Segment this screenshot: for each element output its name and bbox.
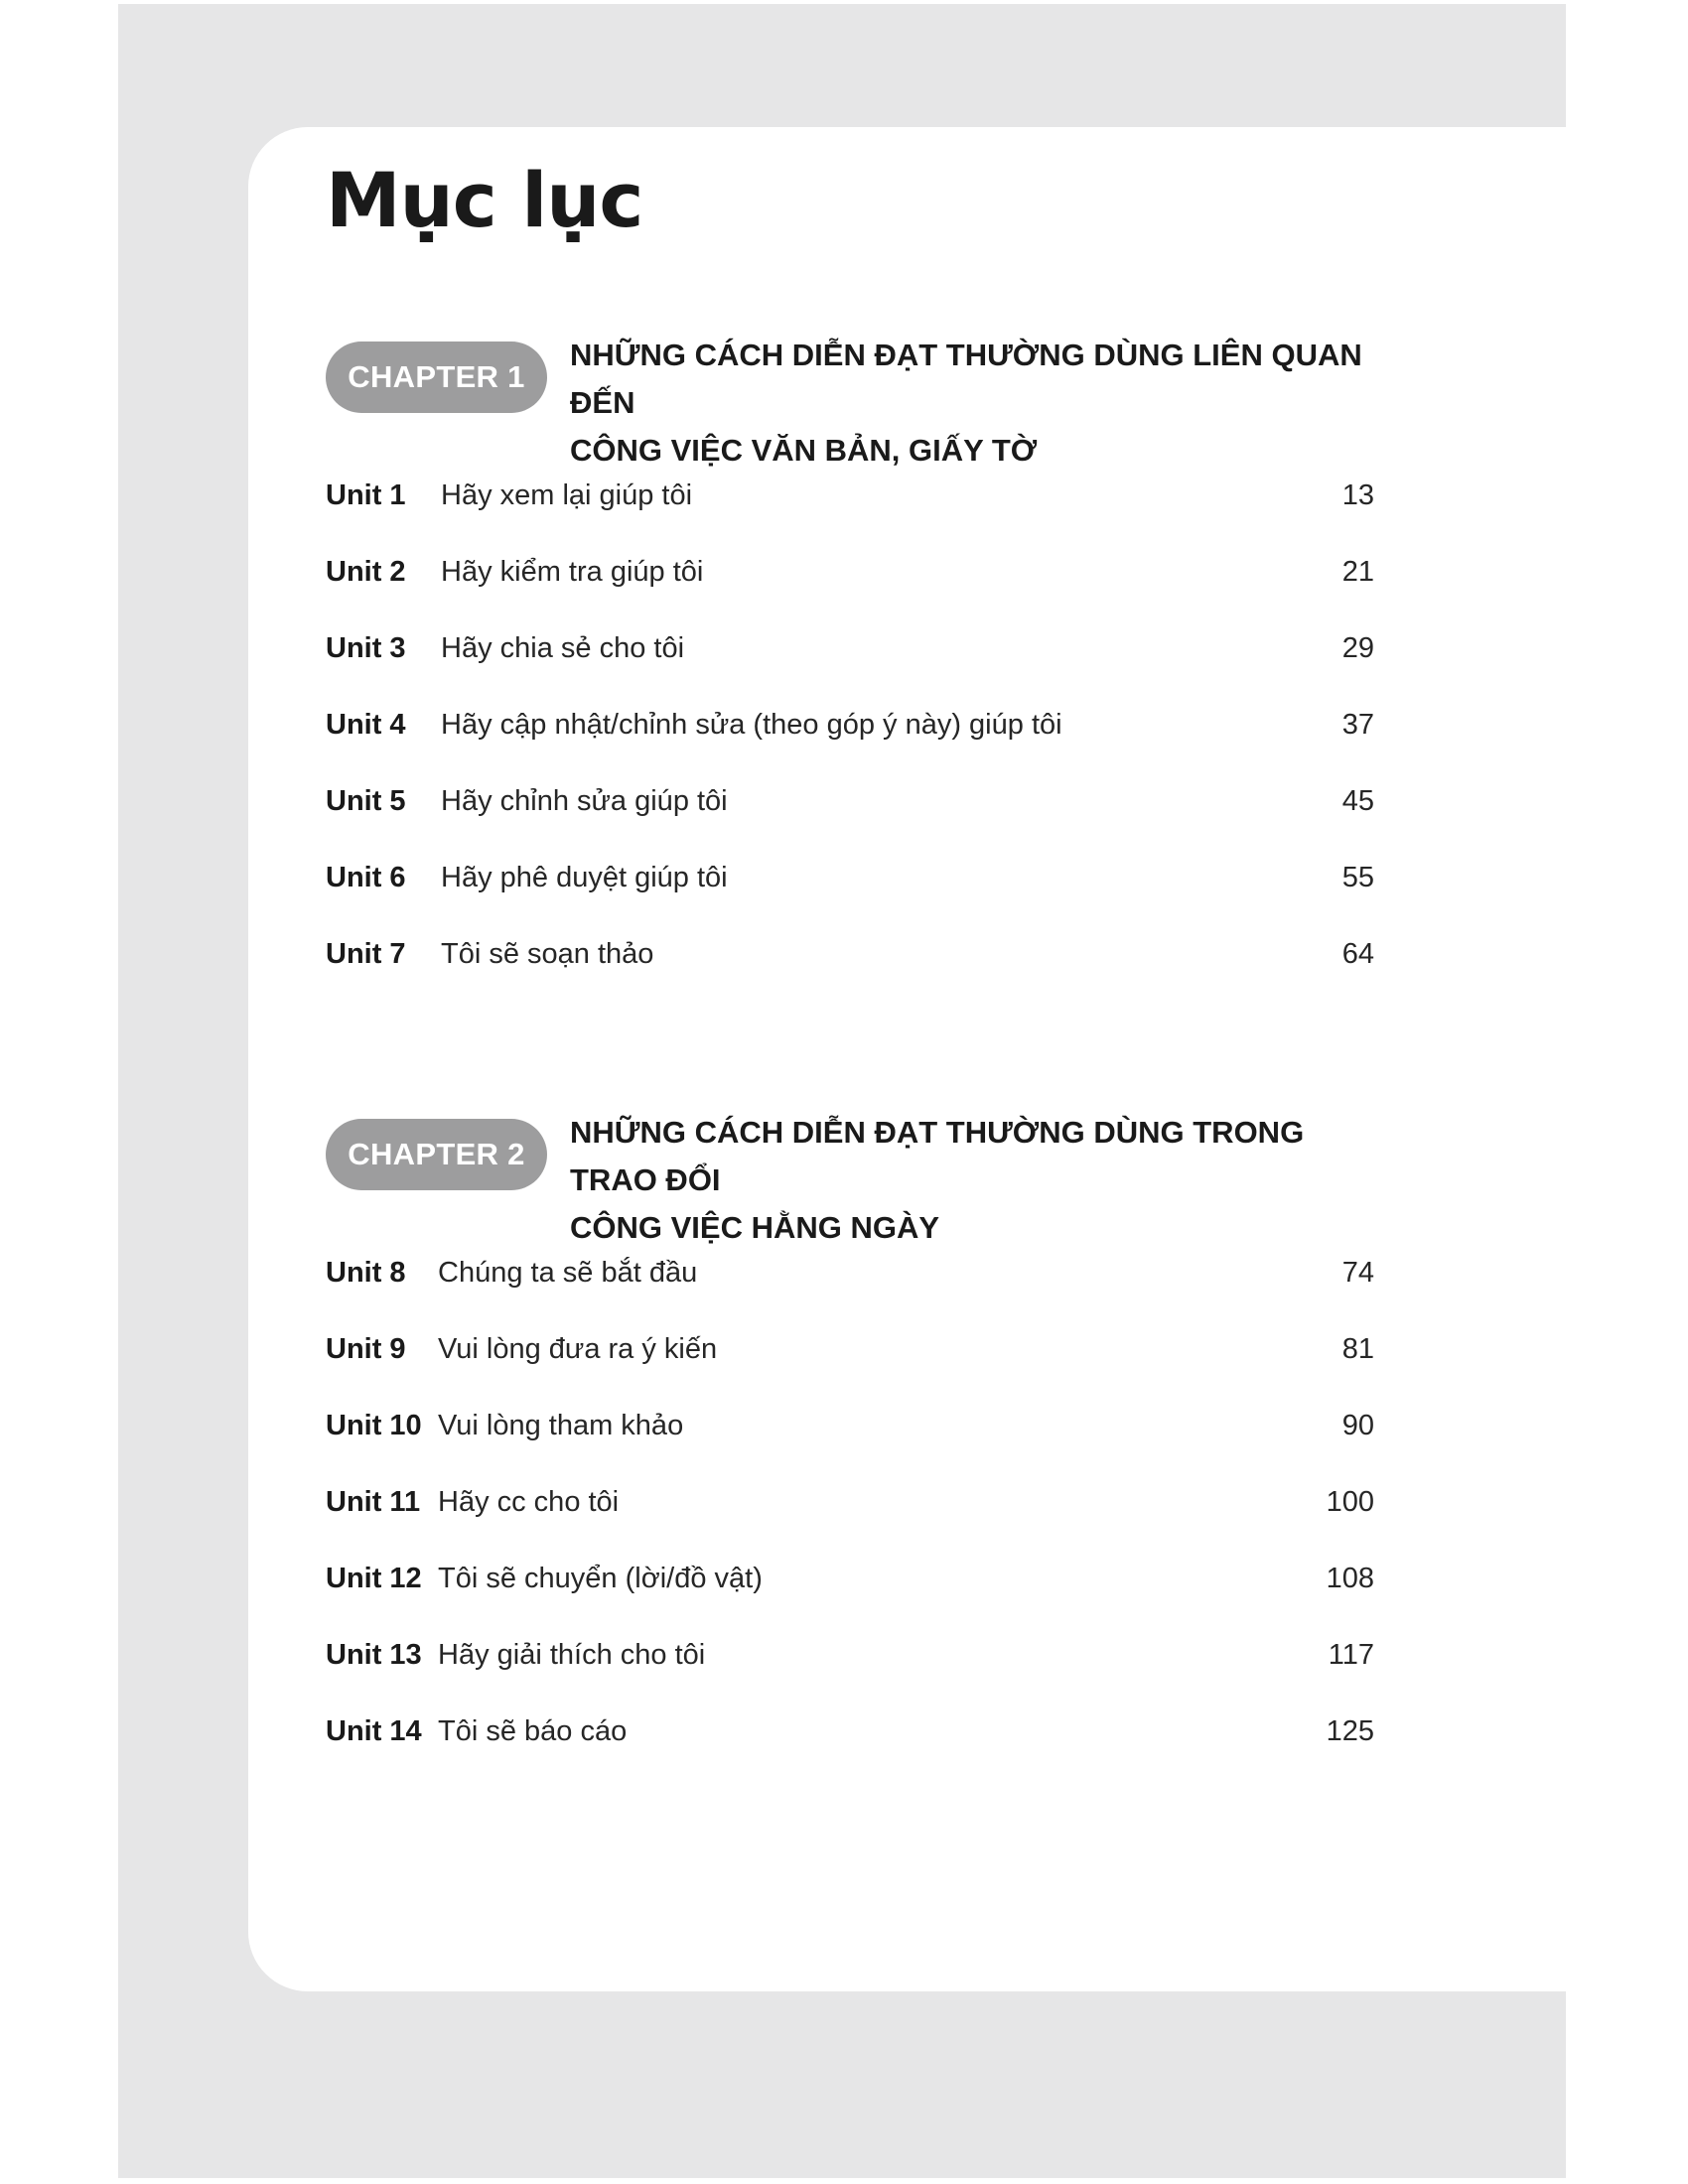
chapter-badge: CHAPTER 2 bbox=[326, 1119, 547, 1190]
unit-label: Unit 12 bbox=[326, 1563, 422, 1594]
unit-label: Unit 6 bbox=[326, 862, 406, 893]
toc-row[interactable] bbox=[326, 763, 1374, 840]
unit-title: Hãy phê duyệt giúp tôi bbox=[441, 862, 728, 893]
page-number: 29 bbox=[1341, 632, 1374, 664]
toc-row[interactable] bbox=[326, 611, 1374, 687]
unit-title: Hãy giải thích cho tôi bbox=[438, 1639, 706, 1671]
unit-label: Unit 2 bbox=[326, 556, 406, 588]
chapter-title-line-1: NHỮNG CÁCH DIỄN ĐẠT THƯỜNG DÙNG LIÊN QUAN ĐẾN bbox=[570, 338, 1362, 420]
toc-row[interactable] bbox=[326, 1541, 1374, 1617]
page-number: 45 bbox=[1341, 785, 1374, 817]
chapter-title bbox=[570, 1109, 1384, 1252]
unit-title: Tôi sẽ chuyển (lời/đồ vật) bbox=[438, 1563, 763, 1594]
unit-title: Chúng ta sẽ bắt đầu bbox=[438, 1257, 698, 1289]
chapter-title-line-1: NHỮNG CÁCH DIỄN ĐẠT THƯỜNG DÙNG TRONG TRAO ĐỔI bbox=[570, 1115, 1305, 1197]
page-number: 37 bbox=[1341, 709, 1374, 741]
unit-label: Unit 10 bbox=[326, 1410, 422, 1441]
unit-title: Hãy kiểm tra giúp tôi bbox=[441, 556, 704, 588]
unit-label: Unit 1 bbox=[326, 479, 406, 511]
page-number: 125 bbox=[1326, 1715, 1374, 1747]
chapter-1-unit-list bbox=[326, 458, 1374, 993]
unit-title: Hãy cập nhật/chỉnh sửa (theo góp ý này) giúp tôi bbox=[441, 709, 1062, 741]
toc-row[interactable] bbox=[326, 1694, 1374, 1770]
page-number: 81 bbox=[1341, 1333, 1374, 1365]
unit-label: Unit 7 bbox=[326, 938, 406, 970]
toc-row[interactable] bbox=[326, 534, 1374, 611]
page-number: 117 bbox=[1328, 1639, 1374, 1671]
chapter-2-unit-list bbox=[326, 1235, 1374, 1770]
page-number: 100 bbox=[1326, 1486, 1374, 1518]
page-number: 64 bbox=[1341, 938, 1374, 970]
unit-label: Unit 3 bbox=[326, 632, 406, 664]
unit-title: Hãy chia sẻ cho tôi bbox=[441, 632, 685, 664]
unit-title: Vui lòng tham khảo bbox=[438, 1410, 684, 1441]
unit-title: Hãy cc cho tôi bbox=[438, 1486, 620, 1518]
toc-row[interactable] bbox=[326, 840, 1374, 916]
chapter-title-line-2: CÔNG VIỆC VĂN BẢN, GIẤY TỜ bbox=[570, 433, 1038, 468]
page-number: 13 bbox=[1341, 479, 1374, 511]
toc-row[interactable] bbox=[326, 1464, 1374, 1541]
chapter-badge: CHAPTER 1 bbox=[326, 341, 547, 413]
unit-label: Unit 8 bbox=[326, 1257, 406, 1289]
toc-row[interactable] bbox=[326, 1388, 1374, 1464]
toc-row[interactable] bbox=[326, 458, 1374, 534]
page-number: 55 bbox=[1341, 862, 1374, 893]
unit-label: Unit 9 bbox=[326, 1333, 406, 1365]
unit-label: Unit 14 bbox=[326, 1715, 422, 1747]
unit-title: Hãy xem lại giúp tôi bbox=[441, 479, 693, 511]
toc-row[interactable] bbox=[326, 1617, 1374, 1694]
unit-label: Unit 5 bbox=[326, 785, 406, 817]
unit-label: Unit 11 bbox=[326, 1486, 421, 1518]
unit-title: Hãy chỉnh sửa giúp tôi bbox=[441, 785, 728, 817]
toc-row[interactable] bbox=[326, 916, 1374, 993]
page-title: Mục lục bbox=[326, 156, 643, 244]
toc-row[interactable] bbox=[326, 1235, 1374, 1311]
toc-row[interactable] bbox=[326, 1311, 1374, 1388]
toc-row[interactable] bbox=[326, 687, 1374, 763]
page-number: 90 bbox=[1341, 1410, 1374, 1441]
page-number: 21 bbox=[1341, 556, 1374, 588]
chapter-title-line-2: CÔNG VIỆC HẰNG NGÀY bbox=[570, 1210, 940, 1245]
unit-title: Tôi sẽ báo cáo bbox=[438, 1715, 628, 1747]
page-number: 74 bbox=[1341, 1257, 1374, 1289]
page-number: 108 bbox=[1326, 1563, 1374, 1594]
chapter-title bbox=[570, 332, 1384, 475]
unit-label: Unit 13 bbox=[326, 1639, 422, 1671]
unit-label: Unit 4 bbox=[326, 709, 406, 741]
unit-title: Tôi sẽ soạn thảo bbox=[441, 938, 654, 970]
unit-title: Vui lòng đưa ra ý kiến bbox=[438, 1333, 718, 1365]
